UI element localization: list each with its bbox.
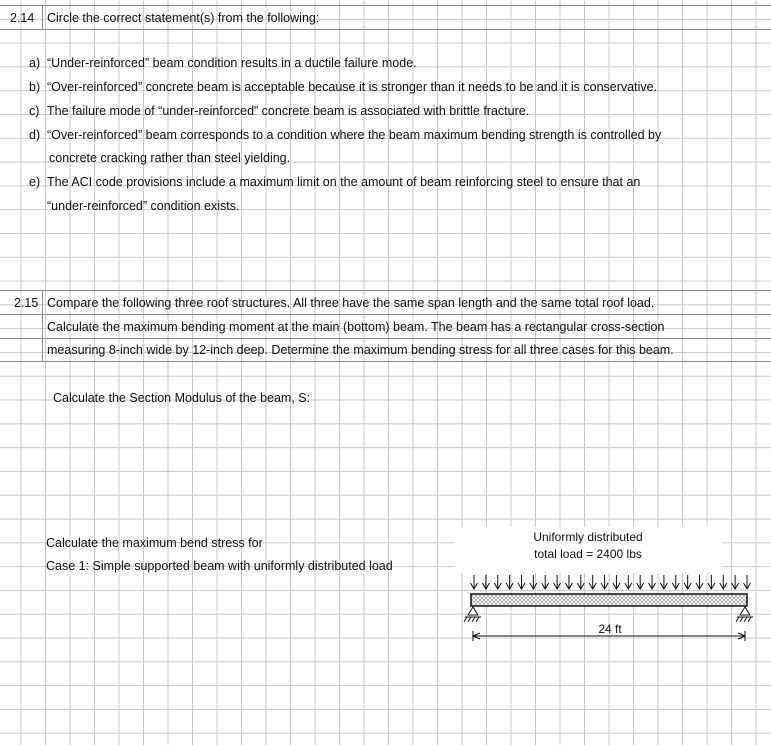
load-title-line2: total load = 2400 lbs xyxy=(534,547,642,561)
load-arrow xyxy=(530,575,537,589)
beam-diagram-svg xyxy=(455,523,760,653)
load-arrow xyxy=(494,575,501,589)
load-arrow xyxy=(660,575,667,589)
load-arrow xyxy=(565,575,572,589)
load-title-line1: Uniformly distributed xyxy=(533,530,643,544)
load-arrow xyxy=(672,575,679,589)
problem-214-number: 2.14 xyxy=(10,11,35,25)
item-b-text: “Over-reinforced” concrete beam is acceptable because it is stronger than it needs to be and it is conservative. xyxy=(47,80,658,94)
item-e-text-line1: The ACI code provisions include a maximum limit on the amount of beam reinforcing steel to ensure that an xyxy=(47,175,641,189)
load-arrow xyxy=(518,575,525,589)
item-b-letter: b) xyxy=(29,80,41,94)
item-c-letter: c) xyxy=(29,104,40,118)
section-modulus-prompt: Calculate the Section Modulus of the beam, S: xyxy=(53,391,311,405)
row-border-4 xyxy=(0,361,771,362)
problem-214-prompt: Circle the correct statement(s) from the following: xyxy=(47,11,320,25)
row-border-214 xyxy=(0,29,771,30)
item-a-letter: a) xyxy=(29,56,41,70)
item-a-text: “Under-reinforced” beam condition results in a ductile failure mode. xyxy=(47,56,417,70)
problem-215-number: 2.15 xyxy=(14,296,39,310)
load-arrow xyxy=(625,575,632,589)
problem-215-line3: measuring 8-inch wide by 12-inch deep. Determine the maximum bending stress for all three cases for this beam. xyxy=(47,343,674,357)
load-arrow xyxy=(708,575,715,589)
load-arrow xyxy=(471,575,478,589)
roller-support xyxy=(736,607,753,622)
case1-label: Case 1: Simple supported beam with uniformly distributed load xyxy=(46,559,393,573)
item-c-text: The failure mode of “under-reinforced” concrete beam is associated with brittle fracture. xyxy=(47,104,530,118)
item-d-letter: d) xyxy=(29,128,41,142)
problem-215-line1: Compare the following three roof structures. All three have the same span length and the same total roof load. xyxy=(47,296,655,310)
case1-intro: Calculate the maximum bend stress for xyxy=(46,536,263,550)
load-arrow xyxy=(577,575,584,589)
load-arrow xyxy=(506,575,513,589)
col-border-left-214 xyxy=(42,5,43,29)
row-border-214-top xyxy=(0,5,771,6)
load-arrow xyxy=(720,575,727,589)
col-border-left xyxy=(42,290,43,362)
load-arrow xyxy=(554,575,561,589)
load-arrow xyxy=(637,575,644,589)
load-arrow xyxy=(482,575,489,589)
load-arrow xyxy=(744,575,751,589)
pin-support xyxy=(464,607,481,622)
distributed-load-arrows xyxy=(471,575,751,589)
row-border-2 xyxy=(0,314,771,315)
item-d-text-line1: “Over-reinforced” beam corresponds to a condition where the beam maximum bending strength is controlled by xyxy=(47,128,662,142)
load-arrow xyxy=(613,575,620,589)
row-border-1 xyxy=(0,290,771,291)
row-border-3 xyxy=(0,338,771,339)
load-arrow xyxy=(649,575,656,589)
load-arrow xyxy=(589,575,596,589)
load-arrow xyxy=(732,575,739,589)
load-arrow xyxy=(696,575,703,589)
beam-diagram xyxy=(455,523,760,658)
load-arrow xyxy=(684,575,691,589)
load-arrow xyxy=(601,575,608,589)
problem-215-line2: Calculate the maximum bending moment at the main (bottom) beam. The beam has a rectangular cross-section xyxy=(47,320,665,334)
span-label: 24 ft xyxy=(598,622,622,636)
load-arrow xyxy=(542,575,549,589)
item-d-text-line2: concrete cracking rather than steel yielding. xyxy=(49,151,291,165)
item-e-letter: e) xyxy=(29,175,41,189)
item-e-text-line2: “under-reinforced” condition exists. xyxy=(47,199,240,213)
beam xyxy=(471,594,747,606)
